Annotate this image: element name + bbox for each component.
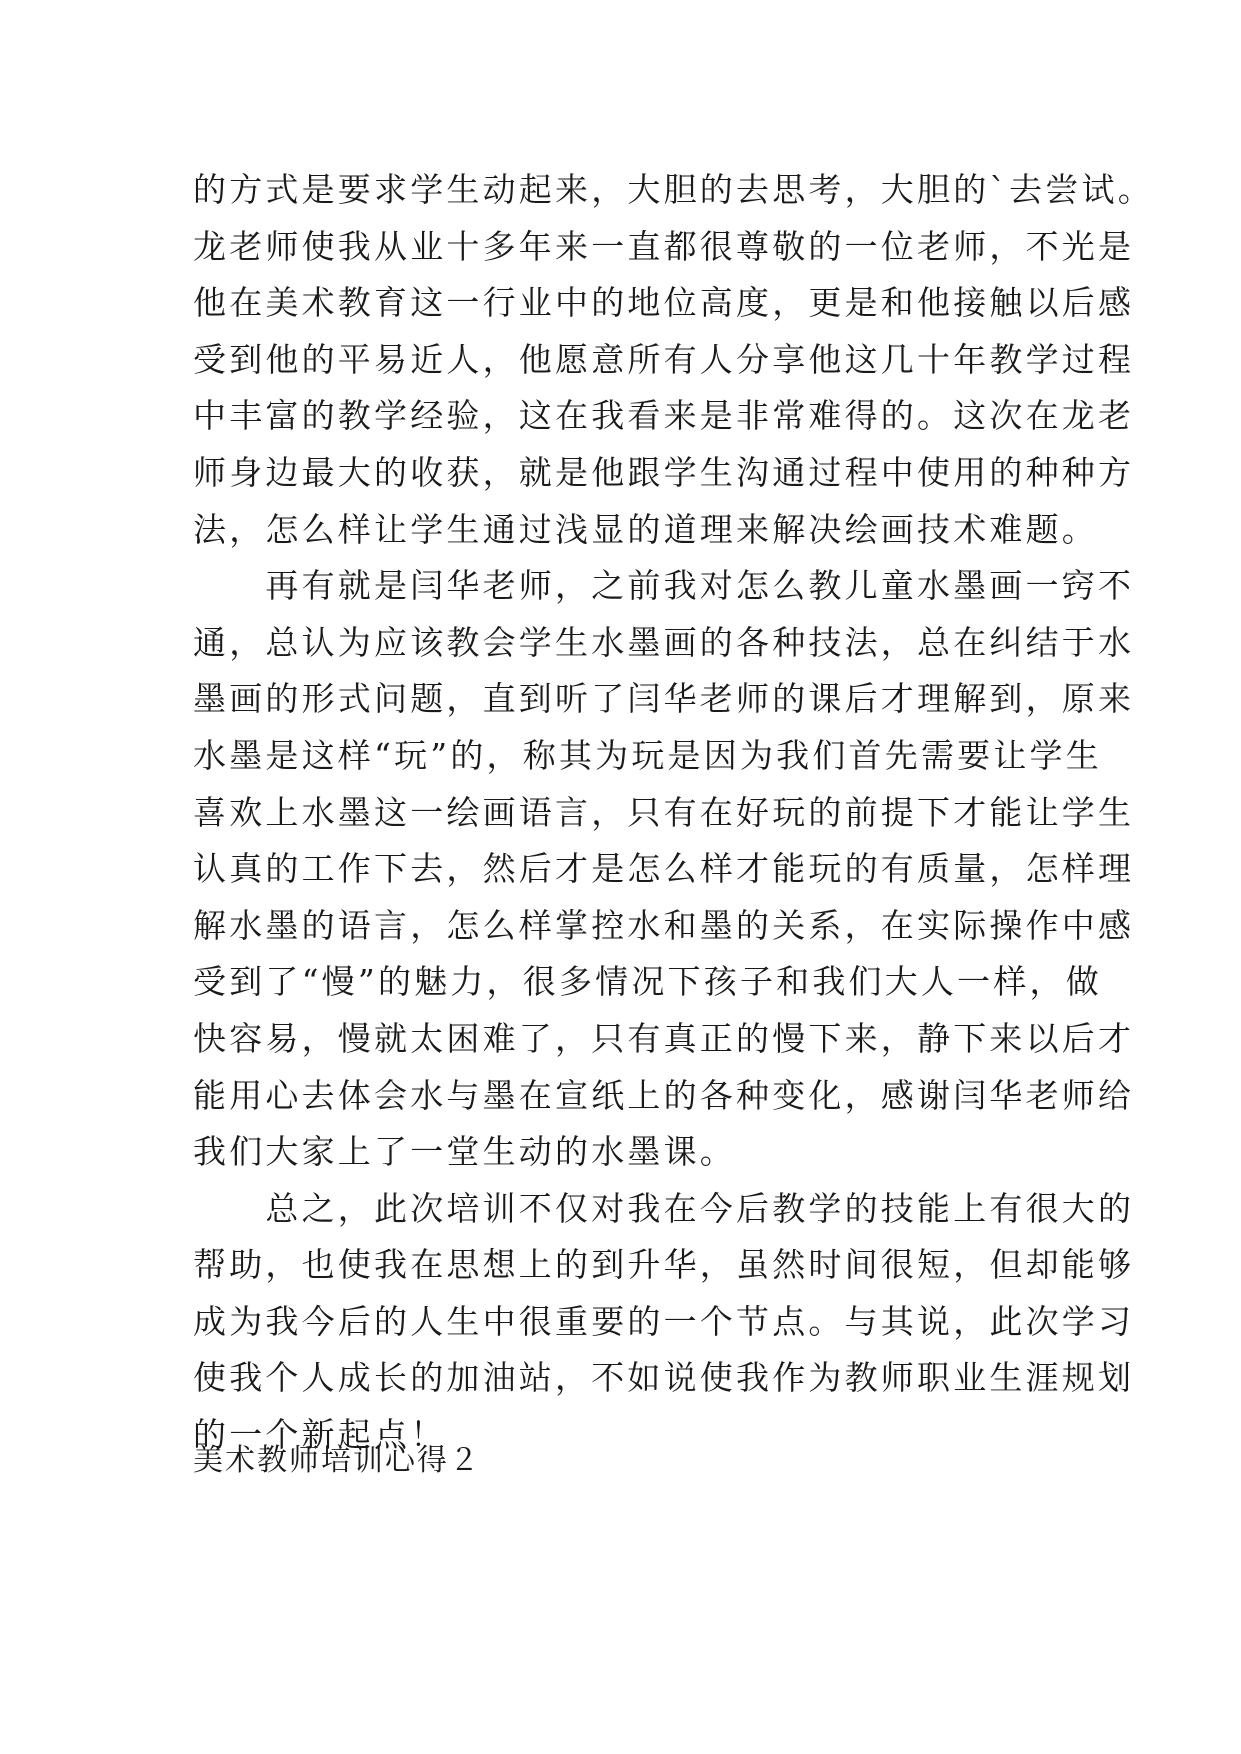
text-line: 受到了“慢”的魅力，很多情况下孩子和我们大人一样，做 (193, 962, 1102, 1002)
text-line: 快容易，慢就太困难了，只有真正的慢下来，静下来以后才 (193, 1018, 1135, 1058)
text-line: 龙老师使我从业十多年来一直都很尊敬的一位老师，不光是 (193, 226, 1135, 266)
text-line: 总之，此次培训不仅对我在今后教学的技能上有很大的 (193, 1188, 1135, 1228)
text-line: 他在美术教育这一行业中的地位高度，更是和他接触以后感 (193, 283, 1135, 323)
text-line: 能用心去体会水与墨在宣纸上的各种变化，感谢闫华老师给 (193, 1075, 1135, 1115)
text-line: 帮助，也使我在思想上的到升华，虽然时间很短，但却能够 (193, 1245, 1135, 1285)
text-line: 通，总认为应该教会学生水墨画的各种技法，总在纠结于水 (193, 622, 1135, 662)
text-line: 使我个人成长的加油站，不如说使我作为教师职业生涯规划 (193, 1358, 1135, 1398)
text-line: 墨画的形式问题，直到听了闫华老师的课后才理解到，原来 (193, 679, 1135, 719)
text-line: 的方式是要求学生动起来，大胆的去思考，大胆的`去尝试。 (193, 170, 1154, 209)
text-line: 解水墨的语言，怎么样掌控水和墨的关系，在实际操作中感 (193, 905, 1135, 945)
text-line: 水墨是这样“玩”的，称其为玩是因为我们首先需要让学生 (193, 735, 1102, 775)
text-line: 再有就是闫华老师，之前我对怎么教儿童水墨画一窍不 (193, 566, 1135, 606)
text-line: 我们大家上了一堂生动的水墨课。 (193, 1132, 736, 1172)
text-line: 喜欢上水墨这一绘画语言，只有在好玩的前提下才能让学生 (193, 792, 1135, 832)
body-text (193, 162, 1154, 1464)
text-line: 法，怎么样让学生通过浅显的道理来解决绘画技术难题。 (193, 509, 1098, 549)
text-line: 师身边最大的收获，就是他跟学生沟通过程中使用的种种方 (193, 452, 1135, 492)
text-line: 认真的工作下去，然后才是怎么样才能玩的有质量，怎样理 (193, 849, 1135, 889)
text-line: 受到他的平易近人，他愿意所有人分享他这几十年教学过程 (193, 339, 1135, 379)
section-title: 美术教师培训心得２ (193, 1443, 481, 1478)
text-line: 中丰富的教学经验，这在我看来是非常难得的。这次在龙老 (193, 396, 1135, 436)
text-line: 的一个新起点！ (193, 1415, 447, 1455)
text-line: 成为我今后的人生中很重要的一个节点。与其说，此次学习 (193, 1301, 1135, 1341)
